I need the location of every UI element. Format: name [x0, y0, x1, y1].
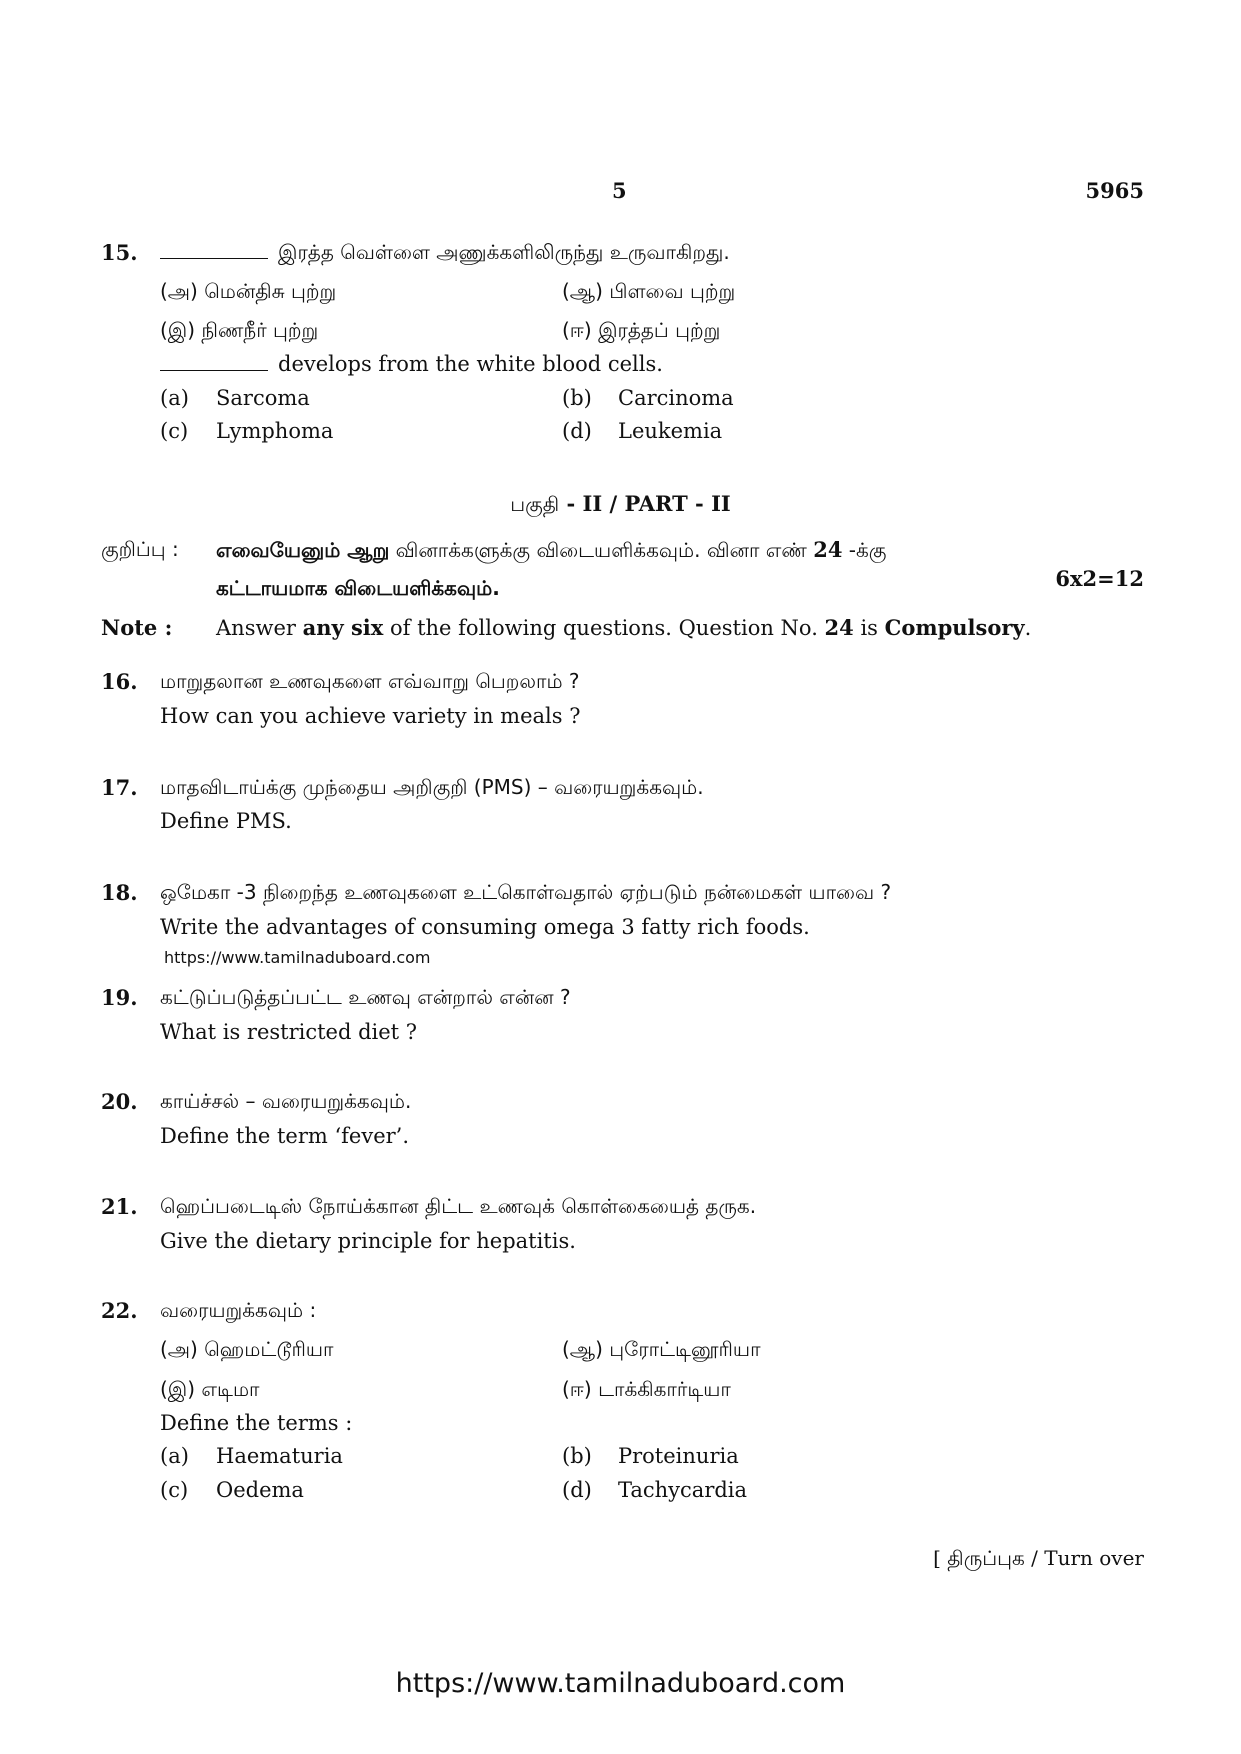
- note-tamil-line2: கட்டாயமாக விடையளிக்கவும்.: [216, 576, 500, 600]
- answer-blank: [160, 356, 268, 371]
- question-number: 21.: [101, 1194, 138, 1219]
- question-18-tamil: ஒமேகா -3 நிறைந்த உணவுகளை உட்கொள்வதால் ஏற்படும் நன்மைகள் யாவை ?: [160, 880, 892, 904]
- option-d-tamil: (ஈ) டாக்கிகார்டியா: [562, 1377, 731, 1401]
- question-19-tamil: கட்டுப்படுத்தப்பட்ட உணவு என்றால் என்ன ?: [160, 985, 571, 1009]
- option-d-tamil: (ஈ) இரத்தப் புற்று: [562, 318, 721, 342]
- option-b-tamil: (ஆ) புரோட்டினூரியா: [562, 1337, 761, 1361]
- question-15-english: develops from the white blood cells.: [160, 352, 663, 376]
- question-17-english: Define PMS.: [160, 809, 292, 833]
- question-17-tamil: மாதவிடாய்க்கு முந்தைய அறிகுறி (PMS) – வரையறுக்கவும்.: [160, 775, 704, 799]
- option-c: (c) Oedema: [160, 1478, 304, 1502]
- option-b-tamil: (ஆ) பிளவை புற்று: [562, 279, 736, 303]
- question-22-english: Define the terms :: [160, 1411, 353, 1435]
- option-c-tamil: (இ) நிணநீர் புற்று: [160, 318, 319, 342]
- question-16-english: How can you achieve variety in meals ?: [160, 704, 581, 728]
- option-a-tamil: (அ) ஹெமட்டூரியா: [160, 1337, 334, 1361]
- answer-blank: [160, 244, 268, 259]
- option-a: (a) Haematuria: [160, 1444, 343, 1468]
- inline-url[interactable]: https://www.tamilnaduboard.com: [164, 948, 431, 967]
- turn-over-note: [ திருப்புக / Turn over: [933, 1546, 1144, 1570]
- option-a-tamil: (அ) மென்திசு புற்று: [160, 279, 337, 303]
- question-22-tamil: வரையறுக்கவும் :: [160, 1298, 317, 1322]
- marks-scheme: 6x2=12: [1055, 566, 1144, 591]
- option-c-tamil: (இ) எடிமா: [160, 1377, 260, 1401]
- option-c: (c) Lymphoma: [160, 419, 334, 443]
- note-english-label: Note :: [101, 615, 173, 640]
- question-number: 15.: [101, 240, 138, 265]
- question-number: 22.: [101, 1298, 138, 1323]
- question-20-english: Define the term ‘fever’.: [160, 1124, 410, 1148]
- question-18-english: Write the advantages of consuming omega 3 fatty rich foods.: [160, 915, 810, 939]
- question-21-english: Give the dietary principle for hepatitis.: [160, 1229, 576, 1253]
- paper-code: 5965: [1085, 178, 1144, 203]
- footer-url[interactable]: https://www.tamilnaduboard.com: [395, 1668, 846, 1699]
- question-number: 17.: [101, 775, 138, 800]
- question-number: 16.: [101, 669, 138, 694]
- note-english-text: Answer any six of the following questions. Question No. 24 is Compulsory.: [216, 615, 1032, 640]
- question-number: 19.: [101, 985, 138, 1010]
- question-16-tamil: மாறுதலான உணவுகளை எவ்வாறு பெறலாம் ?: [160, 669, 580, 693]
- question-19-english: What is restricted diet ?: [160, 1020, 418, 1044]
- question-20-tamil: காய்ச்சல் – வரையறுக்கவும்.: [160, 1089, 412, 1113]
- option-d: (d) Leukemia: [562, 419, 723, 443]
- part-heading: பகுதி - II / PART - II: [510, 491, 731, 516]
- question-15-tamil: இரத்த வெள்ளை அணுக்களிலிருந்து உருவாகிறது.: [160, 240, 730, 267]
- question-number: 20.: [101, 1089, 138, 1114]
- option-a: (a) Sarcoma: [160, 386, 310, 410]
- option-b: (b) Proteinuria: [562, 1444, 739, 1468]
- page-number: 5: [612, 178, 627, 203]
- question-number: 18.: [101, 880, 138, 905]
- option-b: (b) Carcinoma: [562, 386, 734, 410]
- note-tamil-label: குறிப்பு :: [101, 537, 179, 561]
- option-d: (d) Tachycardia: [562, 1478, 748, 1502]
- note-tamil-line1: எவையேனும் ஆறு வினாக்களுக்கு விடையளிக்கவும். வினா எண் 24 -க்கு: [216, 537, 887, 562]
- question-21-tamil: ஹெப்படைடிஸ் நோய்க்கான திட்ட உணவுக் கொள்கையைத் தருக.: [160, 1194, 757, 1218]
